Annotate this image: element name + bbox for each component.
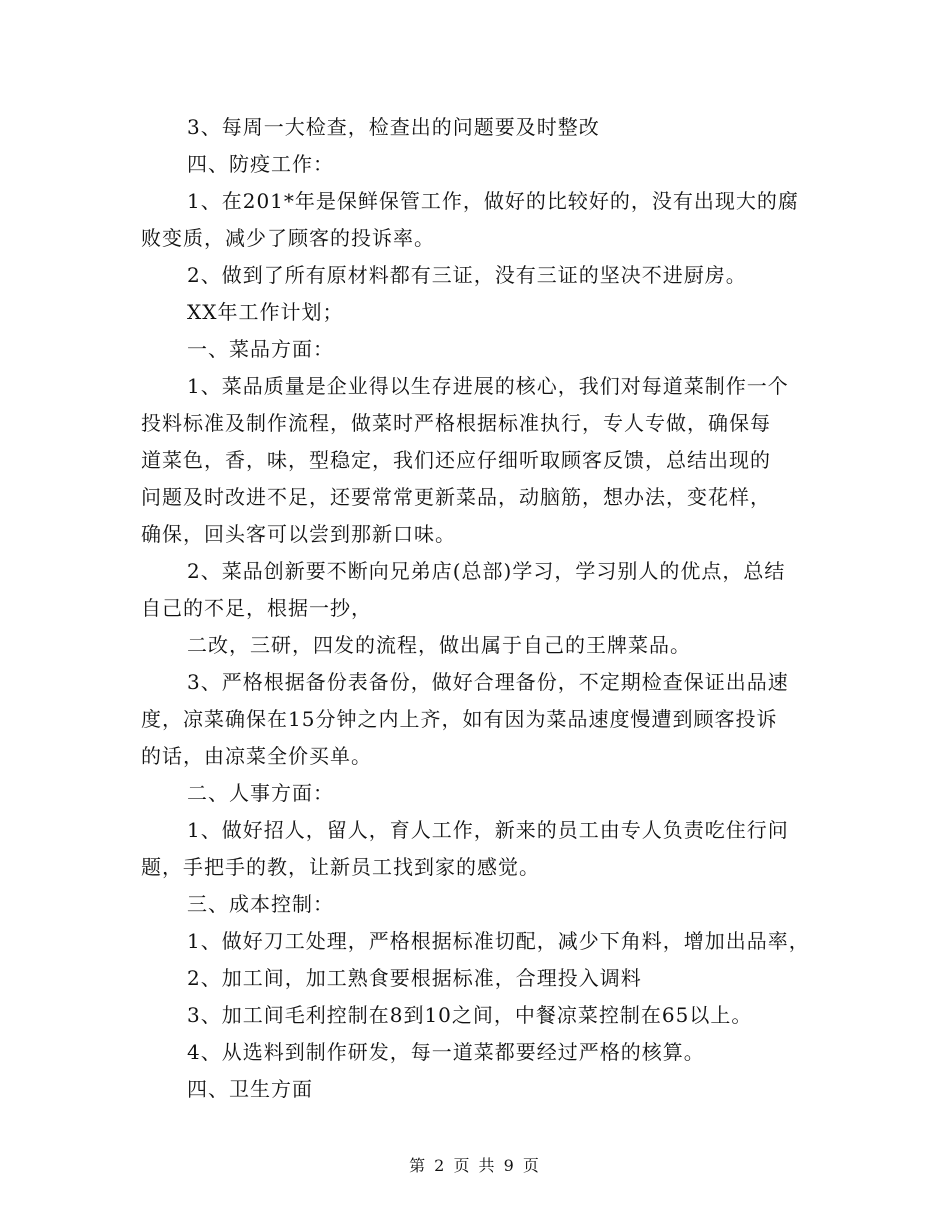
- text-line: 二改，三研，四发的流程，做出属于自己的王牌菜品。: [187, 633, 691, 657]
- text-line: 1、做好招人，留人，育人工作，新来的员工由专人负责吃住行问: [187, 818, 789, 842]
- section-heading: 四、防疫工作：: [187, 152, 334, 176]
- section-heading: 二、人事方面：: [187, 781, 334, 805]
- page-number-footer: 第 2 页 共 9 页: [409, 1156, 541, 1175]
- text-line: 道菜色，香，味，型稳定，我们还应仔细听取顾客反馈，总结出现的: [141, 448, 771, 472]
- text-line: 投料标准及制作流程，做菜时严格根据标准执行，专人专做，确保每: [141, 411, 771, 435]
- section-heading: 一、菜品方面：: [187, 337, 334, 361]
- text-line: 度，凉菜确保在15分钟之内上齐，如有因为菜品速度慢遭到顾客投诉: [141, 707, 778, 731]
- text-line: 败变质，减少了顾客的投诉率。: [141, 226, 435, 250]
- text-line: 确保，回头客可以尝到那新口味。: [141, 522, 456, 546]
- text-line: 2、做到了所有原材料都有三证，没有三证的坚决不进厨房。: [187, 263, 747, 287]
- text-line: 2、加工间，加工熟食要根据标准，合理投入调料: [187, 966, 642, 990]
- text-line: 1、菜品质量是企业得以生存进展的核心，我们对每道菜制作一个: [187, 374, 789, 398]
- text-line: 的话，由凉菜全价买单。: [141, 744, 372, 768]
- text-line: 1、做好刀工处理，严格根据标准切配，减少下角料，增加出品率，: [187, 929, 810, 953]
- text-line: 3、每周一大检查，检查出的问题要及时整改: [187, 115, 600, 139]
- text-line: 4、从选料到制作研发，每一道菜都要经过严格的核算。: [187, 1040, 705, 1064]
- text-line: 2、菜品创新要不断向兄弟店(总部)学习，学习别人的优点，总结: [187, 559, 786, 583]
- text-line: 1、在201*年是保鲜保管工作，做好的比较好的，没有出现大的腐: [187, 189, 799, 213]
- plan-heading: XX年工作计划；: [187, 300, 344, 324]
- text-line: 自己的不足，根据一抄，: [141, 596, 372, 620]
- text-line: 题，手把手的教，让新员工找到家的感觉。: [141, 855, 540, 879]
- text-line: 3、严格根据备份表备份，做好合理备份，不定期检查保证出品速: [187, 670, 789, 694]
- section-heading: 四、卫生方面: [187, 1077, 313, 1101]
- text-line: 问题及时改进不足，还要常常更新菜品，动脑筋，想办法，变花样，: [141, 485, 771, 509]
- text-line: 3、加工间毛利控制在8到10之间，中餐凉菜控制在65以上。: [187, 1003, 753, 1027]
- section-heading: 三、成本控制：: [187, 892, 334, 916]
